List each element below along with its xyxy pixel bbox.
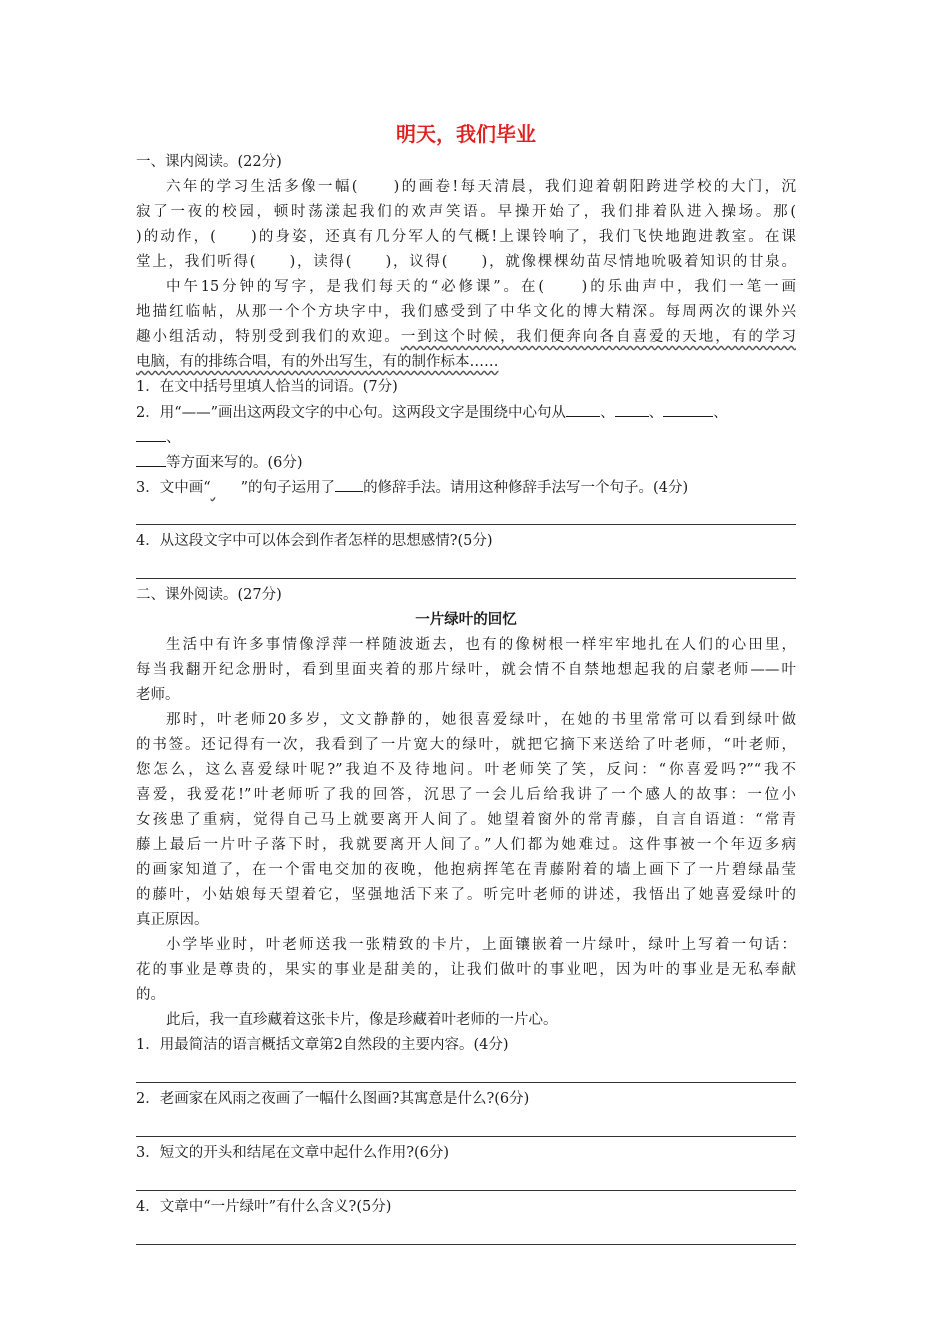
answer-blank[interactable] [136, 450, 166, 467]
section2-paragraph-4: 此后，我一直珍藏着这张卡片，像是珍藏着叶老师的一片心。 [166, 1012, 558, 1028]
page-title: 明天，我们毕业 [396, 122, 536, 146]
answer-blank[interactable] [615, 400, 649, 417]
wavy-line-sample [211, 476, 241, 501]
answer-blank[interactable] [335, 475, 363, 492]
answer-line[interactable] [136, 1058, 796, 1083]
answer-blank[interactable] [663, 400, 713, 417]
section2-paragraph-3: 小学毕业时，叶老师送我一张精致的卡片，上面镶嵌着一片绿叶，绿叶上写着一句话： 花的事业是尊贵的，果实的事业是甜美的，让我们做叶的事业吧，因为叶的事业是无私奉献 的。 [136, 937, 796, 1003]
section1-paragraph-2: 中午15分钟的写字，是我们每天的“必修课”。在( )的乐曲声中，我们一笔一画 地描红临帖，从那一个个方块字中，我们感受到了中华文化的博大精深。每周两次的课外兴 趣小组活动，特别受到我们的欢迎。一到这个时候，我们便奔向各自喜爱的天地，有的学习 电脑，有的排练合唱，有的外出写生，有的制作标本…… [136, 279, 797, 370]
answer-blank[interactable] [566, 400, 600, 417]
section1-question-1: 1．在文中括号里填人恰当的词语。(7分) [136, 379, 398, 395]
section2-question-4: 4．文章中“一片绿叶”有什么含义?(5分) [136, 1199, 392, 1215]
section2-question-2: 2．老画家在风雨之夜画了一幅什么图画?其寓意是什么?(6分) [136, 1091, 530, 1107]
section1-question-4: 4．从这段文字中可以体会到作者怎样的思想感情?(5分) [136, 533, 493, 549]
section1-paragraph-1: 六年的学习生活多像一幅( )的画卷!每天清晨，我们迎着朝阳跨进学校的大门，沉 寂了一夜的校园，顿时荡漾起我们的欢声笑语。早操开始了，我们排着队进入操场。那( )的动作，( )的身姿，还真有几分军人的气概!上课铃响了，我们飞快地跑进教室。在课 堂上，我们听得( )，读得( )，议得( )，就像棵棵幼苗尽情地吮吸着知识的甘泉。 [136, 179, 796, 270]
answer-line[interactable] [136, 554, 796, 579]
section2-heading: 二、课外阅读。(27分) [136, 587, 282, 603]
wavy-underlined-sentence: 一到这个时候，我们便奔向各自喜爱的天地，有的学习 [400, 329, 797, 345]
answer-line[interactable] [136, 1166, 796, 1191]
section1-question-3: 3．文中画“ ”的句子运用了 的修辞手法。请用这种修辞手法写一个句子。(4分) [136, 475, 796, 500]
section2-question-3: 3．短文的开头和结尾在文章中起什么作用?(6分) [136, 1145, 450, 1161]
section1-question-2: 2．用“——”画出这两段文字的中心句。这两段文字是围绕中心句从 、 、 、 [136, 400, 796, 425]
worksheet-page: 明天，我们毕业 一、课内阅读。(22分) 六年的学习生活多像一幅( )的画卷!每天清晨，我们迎着朝阳跨进学校的大门，沉 寂了一夜的校园，顿时荡漾起我们的欢声笑语。早操开始了，我们排着队进入操场。那( )的动作，( )的身姿，还真有几分军人的气概!上课铃响了，我们飞快地跑进教室。在课 堂上，我们听得( )，读得( )，议得( )，就像棵棵幼苗尽情地吮吸着知识的甘泉。 中午15分钟的写字，是我们每天的“必修课”。在( )的乐曲声中，我们一笔一画 地描红临帖，从那一个个方块字中，我们感受到了中华文化的博大精深。每周两次的课外兴 趣小组活动，特别受到我们的欢迎。一到这个时候，我们便奔向各自喜爱的天地，有的学习 电脑，有的排练合唱，有的外出写生，有的制作标本…… 1．在文中括号里填人恰当的词语。(7分) 2．用“——”画出这两段文字的中心句。这两段文字是围绕中心句从 、 、 、 、 等方面来写的。(6分) 3．文中画“ ”的句子运用了 的修辞手法。请用这种修辞手法写一个句子。(4分) 4．从这段文字中可以体会到作者怎样的思想感情?(5分) 二、课外阅读。(27分) 一片绿叶的回忆 生活中有许多事情像浮萍一样随波逝去，也有的像树根一样牢牢地扎在人们的心田里， 每当我翻开纪念册时，看到里面夹着的那片绿叶，就会情不自禁地想起我的启蒙老师——叶 老师。 那时，叶老师20多岁，文文静静的，她很喜爱绿叶，在她的书里常常可以看到绿叶做 的书签。还记得有一次，我看到了一片宽大的绿叶，就把它摘下来送给了叶老师，“叶老师， 您怎么，这么喜爱绿叶呢?”我迫不及待地问。叶老师笑了笑，反问：“你喜爱吗?”“我不 喜爱，我爱花!”叶老师听了我的回答，沉思了一会儿后给我讲了一个感人的故事：一位小 女孩患了重病，觉得自己马上就要离开人间了。她望着窗外的常青藤，自言自语道：“常青 藤上最后一片叶子落下时，我就要离开人间了。”人们都为她难过。这件事被一个年迈多病 的画家知道了，在一个雷电交加的夜晚，他抱病挥笔在青藤附着的墙上画下了一片碧绿晶莹 的藤叶，小姑娘每天望着它，坚强地活下来了。听完叶老师的讲述，我悟出了她喜爱绿叶的 真正原因。 小学毕业时，叶老师送我一张精致的卡片，上面镶嵌着一片绿叶，绿叶上写着一句话： 花的事业是尊贵的，果实的事业是甜美的，让我们做叶的事业吧，因为叶的事业是无私奉献 的。 此后，我一直珍藏着这张卡片，像是珍藏着叶老师的一片心。 1．用最简洁的语言概括文章第2自然段的主要内容。(4分) 2．老画家在风雨之夜画了一幅什么图画?其寓意是什么?(6分) 3．短文的开头和结尾在文章中起什么作用?(6分) 4．文章中“一片绿叶”有什么含义?(5分) [136, 118, 796, 1246]
wavy-underlined-sentence-end: 电脑，有的排练合唱，有的外出写生，有的制作标本…… [136, 354, 499, 370]
section1-heading: 一、课内阅读。(22分) [136, 154, 282, 170]
answer-line[interactable] [136, 1220, 796, 1245]
answer-blank[interactable] [136, 425, 166, 442]
story-title: 一片绿叶的回忆 [415, 612, 517, 628]
section2-question-1: 1．用最简洁的语言概括文章第2自然段的主要内容。(4分) [136, 1037, 509, 1053]
section2-paragraph-1: 生活中有许多事情像浮萍一样随波逝去，也有的像树根一样牢牢地扎在人们的心田里， 每当我翻开纪念册时，看到里面夹着的那片绿叶，就会情不自禁地想起我的启蒙老师——叶 老师。 [136, 637, 796, 703]
section2-paragraph-2: 那时，叶老师20多岁，文文静静的，她很喜爱绿叶，在她的书里常常可以看到绿叶做 的书签。还记得有一次，我看到了一片宽大的绿叶，就把它摘下来送给了叶老师，“叶老师， 您怎么，这么喜爱绿叶呢?”我迫不及待地问。叶老师笑了笑，反问：“你喜爱吗?”“我不 喜爱，我爱花!”叶老师听了我的回答，沉思了一会儿后给我讲了一个感人的故事：一位小 女孩患了重病，觉得自己马上就要离开人间了。她望着窗外的常青藤，自言自语道：“常青 藤上最后一片叶子落下时，我就要离开人间了。”人们都为她难过。这件事被一个年迈多病 的画家知道了，在一个雷电交加的夜晚，他抱病挥笔在青藤附着的墙上画下了一片碧绿晶莹 的藤叶，小姑娘每天望着它，坚强地活下来了。听完叶老师的讲述，我悟出了她喜爱绿叶的 真正原因。 [136, 712, 796, 928]
answer-line[interactable] [136, 1112, 796, 1137]
answer-line[interactable] [136, 500, 796, 525]
